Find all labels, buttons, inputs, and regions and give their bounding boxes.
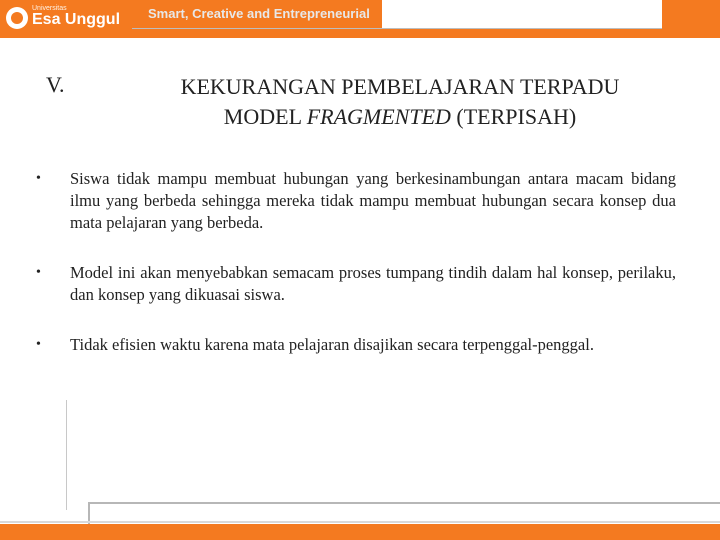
- title-line-2-italic: FRAGMENTED: [306, 104, 451, 129]
- footer-bar: [0, 524, 720, 540]
- logo-small-text: Universitas: [32, 5, 67, 12]
- bullet-text: Model ini akan menyebabkan semacam proses tumpang tindih dalam hal konsep, perilaku, dan konsep yang dikuasai siswa.: [70, 263, 676, 304]
- title-line-2: [110, 102, 690, 132]
- bullet-dot-icon: •: [36, 265, 41, 280]
- bullet-text: Tidak efisien waktu karena mata pelajaran disajikan secara terpenggal-penggal.: [70, 335, 594, 354]
- footer-line: [0, 521, 720, 523]
- header-right-block: [664, 0, 720, 38]
- tagline-strip: [132, 0, 382, 28]
- title-line-2-suffix: (TERPISAH): [450, 104, 577, 129]
- bullet-text: Siswa tidak mampu membuat hubungan yang berkesinambungan antara macam bidang ilmu yang berbeda sehingga mereka tidak mampu membuat hubungan secara konsep dua mata pelajaran yang berbeda.: [70, 169, 676, 232]
- university-logo[interactable]: [0, 0, 132, 38]
- logo-emblem-icon: [6, 7, 28, 29]
- frame-left-line: [66, 400, 67, 510]
- bullet-list: [36, 168, 676, 384]
- slide-title: [110, 72, 690, 132]
- bullet-item: [36, 334, 676, 356]
- tagline-text: Smart, Creative and Entrepreneurial: [144, 6, 374, 21]
- title-line-2-prefix: MODEL: [223, 104, 307, 129]
- bullet-dot-icon: •: [36, 337, 41, 352]
- bullet-item: [36, 262, 676, 306]
- bullet-dot-icon: •: [36, 171, 41, 186]
- slide-number: V.: [46, 72, 65, 97]
- logo-name: Esa Unggul: [32, 11, 121, 28]
- bullet-item: [36, 168, 676, 234]
- frame-top-line: [132, 28, 662, 29]
- title-line-1: KEKURANGAN PEMBELAJARAN TERPADU: [180, 74, 620, 99]
